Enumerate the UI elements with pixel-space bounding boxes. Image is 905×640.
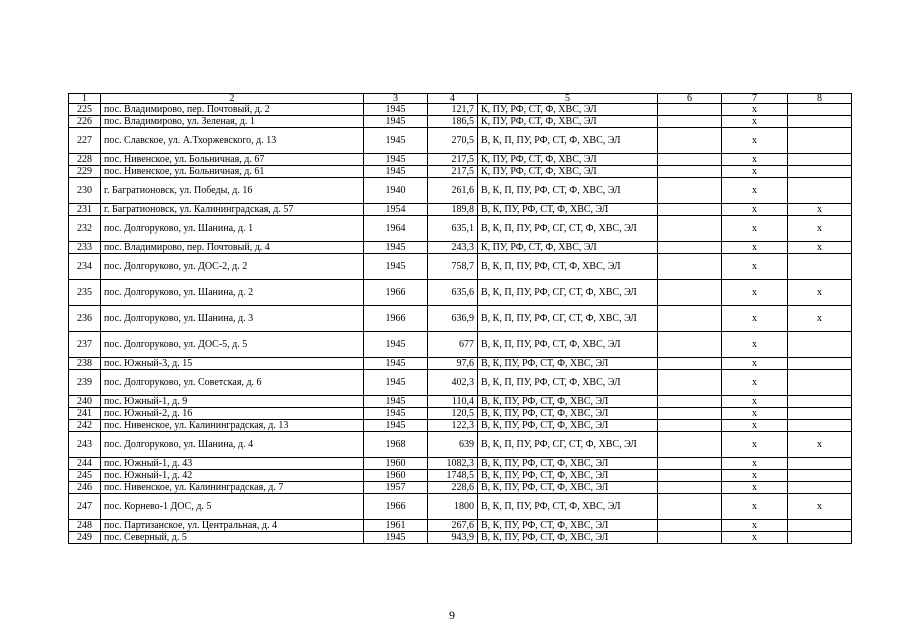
year-cell: 1945 — [364, 154, 428, 166]
col7-cell: х — [722, 116, 788, 128]
col8-cell — [788, 154, 852, 166]
col8-cell: х — [788, 494, 852, 520]
row-number: 243 — [69, 432, 101, 458]
col7-cell: х — [722, 216, 788, 242]
col7-cell: х — [722, 408, 788, 420]
address-cell: пос. Южный-1, д. 42 — [101, 470, 364, 482]
address-cell: пос. Долгоруково, ул. ДОС-2, д. 2 — [101, 254, 364, 280]
table-row — [69, 532, 852, 544]
col6-cell — [658, 128, 722, 154]
col7-cell: х — [722, 128, 788, 154]
year-cell: 1960 — [364, 470, 428, 482]
col8-cell — [788, 520, 852, 532]
col8-cell: х — [788, 432, 852, 458]
elements-cell: В, К, ПУ, РФ, СТ, Ф, ХВС, ЭЛ — [478, 420, 658, 432]
table-row — [69, 494, 852, 520]
col8-cell — [788, 332, 852, 358]
col8-cell: х — [788, 204, 852, 216]
elements-cell: В, К, П, ПУ, РФ, СГ, СТ, Ф, ХВС, ЭЛ — [478, 306, 658, 332]
row-number: 225 — [69, 104, 101, 116]
elements-cell: В, К, ПУ, РФ, СТ, Ф, ХВС, ЭЛ — [478, 358, 658, 370]
col7-cell: х — [722, 494, 788, 520]
table-row — [69, 154, 852, 166]
col6-cell — [658, 494, 722, 520]
col6-cell — [658, 178, 722, 204]
year-cell: 1945 — [364, 332, 428, 358]
area-cell: 243,3 — [428, 242, 478, 254]
year-cell: 1966 — [364, 280, 428, 306]
row-number: 231 — [69, 204, 101, 216]
area-cell: 677 — [428, 332, 478, 358]
row-number: 226 — [69, 116, 101, 128]
col8-cell — [788, 166, 852, 178]
elements-cell: В, К, ПУ, РФ, СТ, Ф, ХВС, ЭЛ — [478, 396, 658, 408]
col6-cell — [658, 370, 722, 396]
address-cell: пос. Южный-1, д. 9 — [101, 396, 364, 408]
year-cell: 1945 — [364, 532, 428, 544]
col7-cell: х — [722, 532, 788, 544]
row-number: 244 — [69, 458, 101, 470]
col7-cell: х — [722, 104, 788, 116]
address-cell: пос. Нивенское, ул. Больничная, д. 67 — [101, 154, 364, 166]
address-cell: пос. Долгоруково, ул. ДОС-5, д. 5 — [101, 332, 364, 358]
area-cell: 402,3 — [428, 370, 478, 396]
address-cell: пос. Долгоруково, ул. Советская, д. 6 — [101, 370, 364, 396]
table-row — [69, 242, 852, 254]
year-cell: 1968 — [364, 432, 428, 458]
table-row — [69, 128, 852, 154]
area-cell: 110,4 — [428, 396, 478, 408]
area-cell: 635,6 — [428, 280, 478, 306]
address-cell: пос. Партизанское, ул. Центральная, д. 4 — [101, 520, 364, 532]
column-header: 8 — [788, 94, 852, 104]
col7-cell: х — [722, 166, 788, 178]
year-cell: 1945 — [364, 408, 428, 420]
row-number: 230 — [69, 178, 101, 204]
area-cell: 1800 — [428, 494, 478, 520]
col8-cell — [788, 104, 852, 116]
elements-cell: В, К, ПУ, РФ, СТ, Ф, ХВС, ЭЛ — [478, 204, 658, 216]
table-row — [69, 370, 852, 396]
address-cell: пос. Южный-1, д. 43 — [101, 458, 364, 470]
col8-cell — [788, 532, 852, 544]
address-cell: пос. Долгоруково, ул. Шанина, д. 4 — [101, 432, 364, 458]
elements-cell: В, К, П, ПУ, РФ, СТ, Ф, ХВС, ЭЛ — [478, 128, 658, 154]
year-cell: 1945 — [364, 242, 428, 254]
col6-cell — [658, 216, 722, 242]
elements-cell: В, К, П, ПУ, РФ, СГ, СТ, Ф, ХВС, ЭЛ — [478, 432, 658, 458]
col6-cell — [658, 432, 722, 458]
row-number: 248 — [69, 520, 101, 532]
area-cell: 120,5 — [428, 408, 478, 420]
address-cell: пос. Нивенское, ул. Больничная, д. 61 — [101, 166, 364, 178]
table-row — [69, 482, 852, 494]
row-number: 240 — [69, 396, 101, 408]
elements-cell: В, К, ПУ, РФ, СТ, Ф, ХВС, ЭЛ — [478, 470, 658, 482]
elements-cell: В, К, П, ПУ, РФ, СТ, Ф, ХВС, ЭЛ — [478, 254, 658, 280]
row-number: 237 — [69, 332, 101, 358]
area-cell: 121,7 — [428, 104, 478, 116]
col8-cell — [788, 116, 852, 128]
col6-cell — [658, 254, 722, 280]
elements-cell: К, ПУ, РФ, СТ, Ф, ХВС, ЭЛ — [478, 116, 658, 128]
year-cell: 1945 — [364, 128, 428, 154]
table-row — [69, 280, 852, 306]
year-cell: 1964 — [364, 216, 428, 242]
address-cell: г. Багратионовск, ул. Победы, д. 16 — [101, 178, 364, 204]
address-cell: пос. Долгоруково, ул. Шанина, д. 1 — [101, 216, 364, 242]
col7-cell: х — [722, 470, 788, 482]
year-cell: 1945 — [364, 420, 428, 432]
column-header: 7 — [722, 94, 788, 104]
col7-cell: х — [722, 204, 788, 216]
address-cell: г. Багратионовск, ул. Калининградская, д. 57 — [101, 204, 364, 216]
row-number: 233 — [69, 242, 101, 254]
col8-cell: х — [788, 216, 852, 242]
col6-cell — [658, 520, 722, 532]
address-cell: пос. Корнево-1 ДОС, д. 5 — [101, 494, 364, 520]
elements-cell: К, ПУ, РФ, СТ, Ф, ХВС, ЭЛ — [478, 166, 658, 178]
row-number: 229 — [69, 166, 101, 178]
row-number: 236 — [69, 306, 101, 332]
year-cell: 1945 — [364, 116, 428, 128]
area-cell: 270,5 — [428, 128, 478, 154]
elements-cell: К, ПУ, РФ, СТ, Ф, ХВС, ЭЛ — [478, 242, 658, 254]
row-number: 246 — [69, 482, 101, 494]
row-number: 245 — [69, 470, 101, 482]
col6-cell — [658, 204, 722, 216]
address-cell: пос. Южный-2, д. 16 — [101, 408, 364, 420]
row-number: 228 — [69, 154, 101, 166]
table-row — [69, 520, 852, 532]
col8-cell — [788, 178, 852, 204]
address-cell: пос. Северный, д. 5 — [101, 532, 364, 544]
elements-cell: К, ПУ, РФ, СТ, Ф, ХВС, ЭЛ — [478, 154, 658, 166]
row-number: 247 — [69, 494, 101, 520]
year-cell: 1940 — [364, 178, 428, 204]
year-cell: 1945 — [364, 396, 428, 408]
col7-cell: х — [722, 242, 788, 254]
col6-cell — [658, 358, 722, 370]
area-cell: 217,5 — [428, 154, 478, 166]
col6-cell — [658, 306, 722, 332]
col8-cell — [788, 482, 852, 494]
col6-cell — [658, 532, 722, 544]
table-row — [69, 116, 852, 128]
table-body — [69, 94, 852, 544]
table-row — [69, 420, 852, 432]
col8-cell: х — [788, 280, 852, 306]
col8-cell — [788, 470, 852, 482]
elements-cell: В, К, П, ПУ, РФ, СТ, Ф, ХВС, ЭЛ — [478, 370, 658, 396]
year-cell: 1957 — [364, 482, 428, 494]
row-number: 232 — [69, 216, 101, 242]
year-cell: 1945 — [364, 166, 428, 178]
area-cell: 639 — [428, 432, 478, 458]
col6-cell — [658, 242, 722, 254]
col7-cell: х — [722, 332, 788, 358]
area-cell: 97,6 — [428, 358, 478, 370]
col8-cell: х — [788, 306, 852, 332]
col7-cell: х — [722, 370, 788, 396]
column-header: 3 — [364, 94, 428, 104]
year-cell: 1966 — [364, 494, 428, 520]
col7-cell: х — [722, 254, 788, 280]
col6-cell — [658, 116, 722, 128]
elements-cell: В, К, П, ПУ, РФ, СГ, СТ, Ф, ХВС, ЭЛ — [478, 216, 658, 242]
year-cell: 1945 — [364, 358, 428, 370]
table-row — [69, 204, 852, 216]
table-row — [69, 104, 852, 116]
area-cell: 1082,3 — [428, 458, 478, 470]
elements-cell: В, К, ПУ, РФ, СТ, Ф, ХВС, ЭЛ — [478, 458, 658, 470]
col7-cell: х — [722, 482, 788, 494]
col8-cell — [788, 396, 852, 408]
elements-cell: В, К, П, ПУ, РФ, СТ, Ф, ХВС, ЭЛ — [478, 178, 658, 204]
year-cell: 1961 — [364, 520, 428, 532]
address-cell: пос. Владимирово, пер. Почтовый, д. 4 — [101, 242, 364, 254]
table-row — [69, 332, 852, 358]
table-row — [69, 358, 852, 370]
col8-cell — [788, 254, 852, 280]
area-cell: 635,1 — [428, 216, 478, 242]
table-row — [69, 178, 852, 204]
header-row — [69, 94, 852, 104]
elements-cell: К, ПУ, РФ, СТ, Ф, ХВС, ЭЛ — [478, 104, 658, 116]
elements-cell: В, К, П, ПУ, РФ, СГ, СТ, Ф, ХВС, ЭЛ — [478, 280, 658, 306]
column-header: 4 — [428, 94, 478, 104]
address-cell: пос. Долгоруково, ул. Шанина, д. 3 — [101, 306, 364, 332]
area-cell: 228,6 — [428, 482, 478, 494]
col7-cell: х — [722, 520, 788, 532]
col8-cell — [788, 370, 852, 396]
col6-cell — [658, 332, 722, 358]
column-header: 5 — [478, 94, 658, 104]
row-number: 235 — [69, 280, 101, 306]
col7-cell: х — [722, 458, 788, 470]
col7-cell: х — [722, 154, 788, 166]
table-row — [69, 470, 852, 482]
col6-cell — [658, 166, 722, 178]
table-row — [69, 396, 852, 408]
col7-cell: х — [722, 178, 788, 204]
table-row — [69, 216, 852, 242]
area-cell: 758,7 — [428, 254, 478, 280]
col8-cell — [788, 128, 852, 154]
row-number: 241 — [69, 408, 101, 420]
col7-cell: х — [722, 420, 788, 432]
col7-cell: х — [722, 280, 788, 306]
column-header: 6 — [658, 94, 722, 104]
table-row — [69, 254, 852, 280]
address-cell: пос. Владимирово, пер. Почтовый, д. 2 — [101, 104, 364, 116]
area-cell: 1748,5 — [428, 470, 478, 482]
row-number: 238 — [69, 358, 101, 370]
table-row — [69, 408, 852, 420]
year-cell: 1945 — [364, 254, 428, 280]
row-number: 249 — [69, 532, 101, 544]
page-number: 9 — [449, 608, 455, 622]
year-cell: 1945 — [364, 370, 428, 396]
address-cell: пос. Владимирово, ул. Зеленая, д. 1 — [101, 116, 364, 128]
elements-cell: В, К, П, ПУ, РФ, СТ, Ф, ХВС, ЭЛ — [478, 494, 658, 520]
elements-cell: В, К, П, ПУ, РФ, СТ, Ф, ХВС, ЭЛ — [478, 332, 658, 358]
row-number: 234 — [69, 254, 101, 280]
row-number: 242 — [69, 420, 101, 432]
address-cell: пос. Нивенское, ул. Калининградская, д. 13 — [101, 420, 364, 432]
area-cell: 122,3 — [428, 420, 478, 432]
column-header: 2 — [101, 94, 364, 104]
year-cell: 1945 — [364, 104, 428, 116]
col8-cell — [788, 408, 852, 420]
col8-cell — [788, 358, 852, 370]
column-header: 1 — [69, 94, 101, 104]
elements-cell: В, К, ПУ, РФ, СТ, Ф, ХВС, ЭЛ — [478, 482, 658, 494]
year-cell: 1960 — [364, 458, 428, 470]
area-cell: 217,5 — [428, 166, 478, 178]
col6-cell — [658, 458, 722, 470]
area-cell: 186,5 — [428, 116, 478, 128]
col6-cell — [658, 408, 722, 420]
address-cell: пос. Славское, ул. А.Тхоржевского, д. 13 — [101, 128, 364, 154]
col7-cell: х — [722, 396, 788, 408]
col6-cell — [658, 420, 722, 432]
address-cell: пос. Южный-3, д. 15 — [101, 358, 364, 370]
elements-cell: В, К, ПУ, РФ, СТ, Ф, ХВС, ЭЛ — [478, 532, 658, 544]
elements-cell: В, К, ПУ, РФ, СТ, Ф, ХВС, ЭЛ — [478, 520, 658, 532]
col8-cell: х — [788, 242, 852, 254]
address-cell: пос. Долгоруково, ул. Шанина, д. 2 — [101, 280, 364, 306]
year-cell: 1966 — [364, 306, 428, 332]
col8-cell — [788, 420, 852, 432]
table-row — [69, 458, 852, 470]
col8-cell — [788, 458, 852, 470]
table-row — [69, 166, 852, 178]
col7-cell: х — [722, 306, 788, 332]
col6-cell — [658, 470, 722, 482]
col6-cell — [658, 154, 722, 166]
area-cell: 636,9 — [428, 306, 478, 332]
table-row — [69, 306, 852, 332]
year-cell: 1954 — [364, 204, 428, 216]
col7-cell: х — [722, 432, 788, 458]
area-cell: 943,9 — [428, 532, 478, 544]
row-number: 227 — [69, 128, 101, 154]
elements-cell: В, К, ПУ, РФ, СТ, Ф, ХВС, ЭЛ — [478, 408, 658, 420]
register-table — [68, 93, 852, 544]
table-row — [69, 432, 852, 458]
address-cell: пос. Нивенское, ул. Калининградская, д. 7 — [101, 482, 364, 494]
col6-cell — [658, 482, 722, 494]
col7-cell: х — [722, 358, 788, 370]
area-cell: 189,8 — [428, 204, 478, 216]
col6-cell — [658, 104, 722, 116]
area-cell: 261,6 — [428, 178, 478, 204]
col6-cell — [658, 396, 722, 408]
col6-cell — [658, 280, 722, 306]
area-cell: 267,6 — [428, 520, 478, 532]
row-number: 239 — [69, 370, 101, 396]
